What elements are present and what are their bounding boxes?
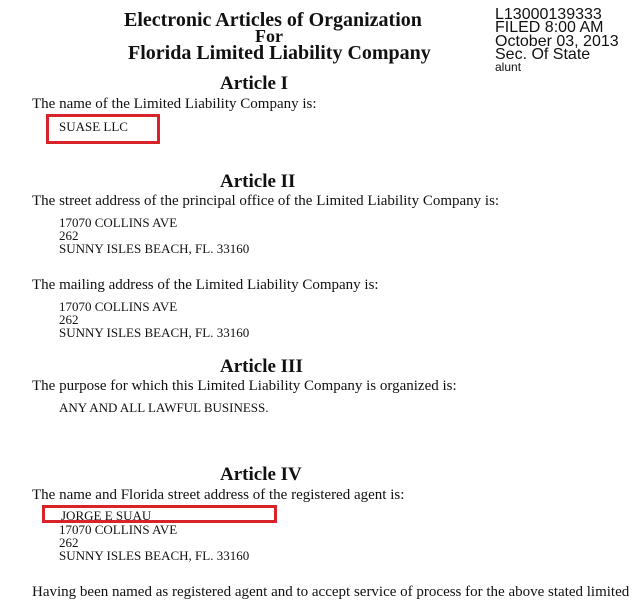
registered-agent-text: The name and Florida street address of the registered agent is: bbox=[32, 487, 405, 503]
stamp-filed-time: FILED 8:00 AM bbox=[495, 19, 604, 36]
principal-office-text: The street address of the principal office of the Limited Liability Company is: bbox=[32, 193, 500, 209]
purpose-value: ANY AND ALL LAWFUL BUSINESS. bbox=[59, 400, 269, 415]
agent-name: JORGE E SUAU bbox=[61, 508, 152, 523]
purpose-text: The purpose for which this Limited Liability Company is organized is: bbox=[32, 378, 457, 394]
document-title-line1: Electronic Articles of Organization bbox=[124, 9, 422, 31]
mailing-city: SUNNY ISLES BEACH, FL. 33160 bbox=[59, 325, 250, 340]
stamp-clerk: alunt bbox=[495, 60, 522, 74]
stamp-date: October 03, 2013 bbox=[495, 33, 619, 50]
document-title-line2: For bbox=[255, 26, 283, 46]
principal-suite: 262 bbox=[59, 228, 79, 243]
document-title-line3: Florida Limited Liability Company bbox=[128, 42, 431, 64]
stamp-office: Sec. Of State bbox=[495, 46, 591, 63]
principal-city: SUNNY ISLES BEACH, FL. 33160 bbox=[59, 241, 250, 256]
agent-city: SUNNY ISLES BEACH, FL. 33160 bbox=[59, 548, 250, 563]
article3-heading: Article III bbox=[220, 356, 303, 377]
agent-street: 17070 COLLINS AVE bbox=[59, 522, 178, 537]
article1-heading: Article I bbox=[220, 73, 289, 94]
agent-name-highlight bbox=[42, 505, 277, 523]
agent-suite: 262 bbox=[59, 535, 79, 550]
article2-heading: Article II bbox=[220, 171, 296, 192]
stamp-doc-number: L13000139333 bbox=[495, 6, 602, 23]
company-name: SUASE LLC bbox=[59, 119, 128, 134]
article4-heading: Article IV bbox=[220, 464, 302, 485]
mailing-address-text: The mailing address of the Limited Liability Company is: bbox=[32, 277, 379, 293]
mailing-street: 17070 COLLINS AVE bbox=[59, 299, 178, 314]
cut-off-text: Having been named as registered agent and to accept service of process for the above stated limited bbox=[32, 584, 630, 600]
mailing-suite: 262 bbox=[59, 312, 79, 327]
company-name-highlight bbox=[46, 114, 160, 144]
principal-street: 17070 COLLINS AVE bbox=[59, 215, 178, 230]
article1-text: The name of the Limited Liability Company is: bbox=[32, 96, 317, 112]
cut-off-line bbox=[0, 584, 642, 600]
